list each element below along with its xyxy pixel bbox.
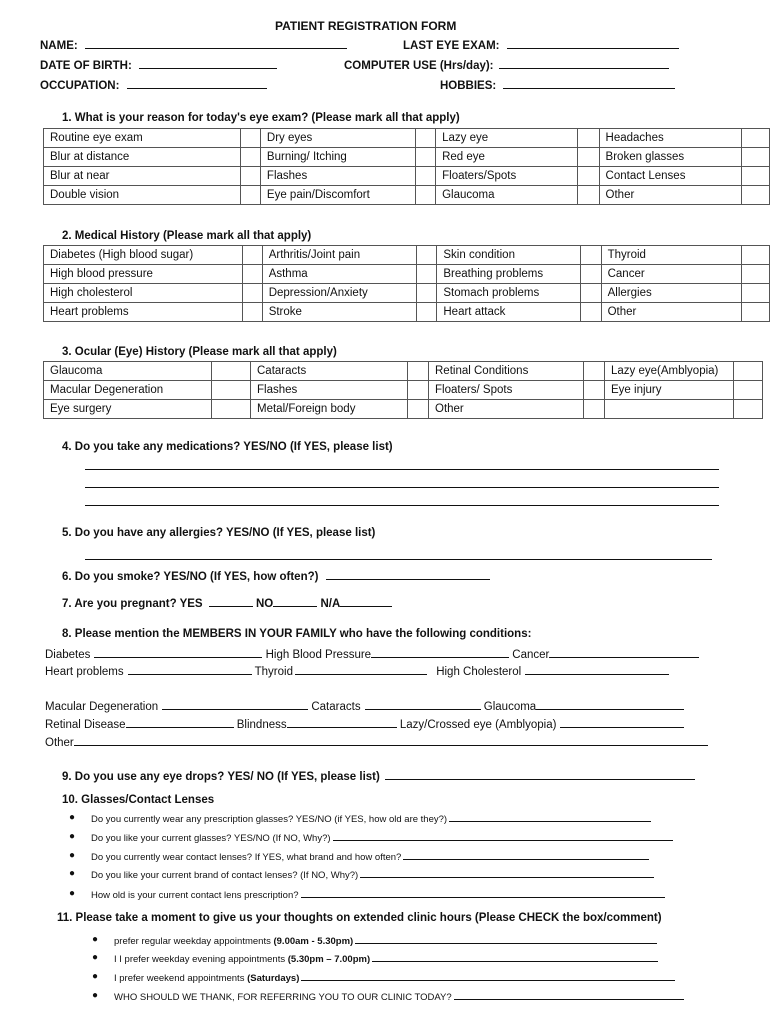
checkbox[interactable]: [415, 167, 435, 186]
q11-item-1: [92, 934, 657, 947]
q10-item-1-text: Do you currently wear any prescription glasses? YES/NO (if YES, how old are they?): [91, 814, 448, 825]
q8-cancer-label: Cancer: [512, 649, 550, 661]
condition-label: Burning/ Itching: [260, 148, 415, 167]
checkbox[interactable]: [212, 400, 251, 419]
q7-no-line[interactable]: [273, 595, 317, 607]
condition-label: Eye injury: [605, 381, 734, 400]
condition-label: Lazy eye(Amblyopia): [605, 362, 734, 381]
condition-label: Lazy eye: [436, 129, 578, 148]
q8-cancer-line[interactable]: [549, 646, 699, 658]
condition-label: Retinal Conditions: [429, 362, 584, 381]
q10-item-2: [69, 831, 673, 844]
checkbox[interactable]: [242, 246, 262, 265]
q10-item-3-text: Do you currently wear contact lenses? If YES, what brand and how often?: [91, 852, 402, 863]
condition-label: Eye surgery: [44, 400, 212, 419]
computer-use-input-line[interactable]: [499, 57, 669, 69]
q11-item-4-text: WHO SHOULD WE THANK, FOR REFERRING YOU TO OUR CLINIC TODAY?: [114, 992, 452, 1003]
q8-row-3: [45, 698, 684, 713]
table-row: [44, 362, 763, 381]
q8-blindness-line[interactable]: [287, 716, 397, 728]
condition-label: Flashes: [260, 167, 415, 186]
checkbox[interactable]: [742, 284, 770, 303]
condition-label: Contact Lenses: [599, 167, 742, 186]
checkbox[interactable]: [580, 303, 601, 322]
q6-row: [62, 568, 490, 583]
condition-label: Heart attack: [437, 303, 580, 322]
name-label: NAME:: [40, 40, 78, 52]
condition-label: Depression/Anxiety: [262, 284, 417, 303]
q8-row-2: [45, 663, 669, 678]
q8-macular-line[interactable]: [162, 698, 308, 710]
q8-row-1: [45, 646, 699, 661]
last-eye-exam-row: [403, 37, 679, 52]
condition-label: Thyroid: [601, 246, 742, 265]
q4-answer-line-3[interactable]: [85, 494, 719, 506]
q7-yes-line[interactable]: [209, 595, 253, 607]
condition-label: Macular Degeneration: [44, 381, 212, 400]
q11-item-1-line[interactable]: [355, 934, 657, 944]
condition-label: Other: [601, 303, 742, 322]
q11-item-1-text: prefer regular weekday appointments: [114, 936, 274, 947]
checkbox[interactable]: [734, 381, 763, 400]
q8-glaucoma-line[interactable]: [536, 698, 684, 710]
table-row: [44, 148, 770, 167]
condition-label: Floaters/Spots: [436, 167, 578, 186]
condition-label: Breathing problems: [437, 265, 580, 284]
q10-heading: 10. Glasses/Contact Lenses: [62, 794, 215, 806]
table-row: [44, 303, 770, 322]
checkbox[interactable]: [742, 167, 770, 186]
last-eye-exam-label: LAST EYE EXAM:: [403, 40, 500, 52]
q4-answer-line-1[interactable]: [85, 458, 719, 470]
q8-row-4: [45, 716, 684, 731]
q5-heading: 5. Do you have any allergies? YES/NO (If YES, please list): [62, 527, 376, 539]
condition-label: Blur at near: [44, 167, 241, 186]
q10-item-1-line[interactable]: [449, 812, 651, 822]
q8-lazy-line[interactable]: [560, 716, 684, 728]
condition-label: Other: [429, 400, 584, 419]
table-row: [44, 246, 770, 265]
checkbox[interactable]: [212, 381, 251, 400]
checkbox[interactable]: [580, 265, 601, 284]
occupation-row: [40, 77, 267, 92]
bullet-icon: ●: [92, 971, 99, 982]
q11-item-3-line[interactable]: [301, 971, 675, 981]
condition-label: Heart problems: [44, 303, 243, 322]
q8-cholesterol-line[interactable]: [525, 663, 669, 675]
q4-heading: 4. Do you take any medications? YES/NO (If YES, please list): [62, 441, 393, 453]
q6-answer-line[interactable]: [326, 568, 490, 580]
condition-label: Headaches: [599, 129, 742, 148]
bullet-icon: ●: [92, 952, 99, 963]
condition-label: Cancer: [601, 265, 742, 284]
q8-retinal-label: Retinal Disease: [45, 719, 126, 731]
q11-item-1-hours: (9.00am - 5.30pm): [273, 936, 354, 947]
checkbox[interactable]: [734, 362, 763, 381]
checkbox[interactable]: [415, 148, 435, 167]
condition-label: Flashes: [251, 381, 408, 400]
q8-retinal-line[interactable]: [126, 716, 234, 728]
checkbox[interactable]: [415, 186, 435, 205]
table-row: [44, 381, 763, 400]
q8-cataracts-line[interactable]: [365, 698, 481, 710]
checkbox[interactable]: [578, 148, 599, 167]
bullet-icon: ●: [69, 831, 76, 842]
checkbox[interactable]: [584, 400, 605, 419]
q8-heart-line[interactable]: [128, 663, 252, 675]
q11-item-2: [92, 952, 658, 965]
q10-item-3: [69, 850, 649, 863]
checkbox[interactable]: [742, 246, 770, 265]
q11-item-4-line[interactable]: [454, 990, 684, 1000]
q8-diabetes-line[interactable]: [94, 646, 262, 658]
condition-label: Dry eyes: [260, 129, 415, 148]
checkbox[interactable]: [408, 400, 429, 419]
checkbox[interactable]: [742, 129, 770, 148]
checkbox[interactable]: [742, 265, 770, 284]
table-row: [44, 129, 770, 148]
q9-row: [62, 768, 695, 783]
checkbox[interactable]: [580, 284, 601, 303]
q7-row: [62, 595, 392, 610]
q11-item-4: [92, 990, 684, 1003]
q11-item-3-text: I prefer weekend appointments: [114, 973, 248, 984]
q8-lazy-label: Lazy/Crossed eye (Amblyopia): [399, 719, 557, 731]
q8-macular-label: Macular Degeneration: [45, 701, 159, 713]
computer-use-label: COMPUTER USE (Hrs/day):: [344, 60, 494, 72]
q11-item-3: [92, 971, 675, 984]
q10-item-5-text: How old is your current contact lens prescription?: [91, 890, 299, 901]
checkbox[interactable]: [240, 167, 260, 186]
q10-item-4: [69, 868, 654, 881]
checkbox[interactable]: [417, 265, 437, 284]
q8-blindness-label: Blindness: [236, 719, 287, 731]
condition-label: Diabetes (High blood sugar): [44, 246, 243, 265]
table-row: [44, 186, 770, 205]
page-title: PATIENT REGISTRATION FORM: [275, 19, 457, 33]
q7-no-label: NO: [256, 598, 274, 610]
bullet-icon: ●: [69, 850, 76, 861]
condition-label: Stomach problems: [437, 284, 580, 303]
condition-label: High cholesterol: [44, 284, 243, 303]
q7-na-line[interactable]: [340, 595, 392, 607]
q3-heading: 3. Ocular (Eye) History (Please mark all that apply): [62, 346, 337, 358]
q10-item-1: [69, 812, 651, 825]
condition-label: Asthma: [262, 265, 417, 284]
hobbies-input-line[interactable]: [503, 77, 675, 89]
q8-other-label: Other: [45, 737, 74, 749]
q1-heading: 1. What is your reason for today's eye exam? (Please mark all that apply): [62, 112, 460, 124]
condition-label: Skin condition: [437, 246, 580, 265]
q11-item-2-text: I I prefer weekday evening appointments: [114, 954, 288, 965]
condition-label: Allergies: [601, 284, 742, 303]
checkbox[interactable]: [578, 129, 599, 148]
name-field-row: [40, 37, 347, 52]
q11-item-3-hours: (Saturdays): [247, 973, 300, 984]
q8-heading: 8. Please mention the MEMBERS IN YOUR FAMILY who have the following conditions:: [62, 628, 532, 640]
q8-cataracts-label: Cataracts: [311, 701, 361, 713]
q7-na-label: N/A: [320, 598, 341, 610]
condition-label: Routine eye exam: [44, 129, 241, 148]
condition-label: Floaters/ Spots: [429, 381, 584, 400]
q9-heading: 9. Do you use any eye drops? YES/ NO (If YES, please list): [62, 771, 380, 783]
condition-label: Arthritis/Joint pain: [262, 246, 417, 265]
q2-heading: 2. Medical History (Please mark all that apply): [62, 230, 312, 242]
checkbox[interactable]: [417, 303, 437, 322]
checkbox[interactable]: [212, 362, 251, 381]
q10-item-3-line[interactable]: [403, 850, 649, 860]
q10-item-4-text: Do you like your current brand of contact lenses? (If NO, Why?): [91, 870, 359, 881]
q8-glaucoma-label: Glaucoma: [483, 701, 537, 713]
checkbox[interactable]: [240, 148, 260, 167]
q2-table: [43, 245, 770, 322]
bullet-icon: ●: [69, 888, 76, 899]
checkbox[interactable]: [242, 284, 262, 303]
q8-other-line[interactable]: [74, 734, 708, 746]
q8-thyroid-line[interactable]: [295, 663, 427, 675]
condition-label: Eye pain/Discomfort: [260, 186, 415, 205]
checkbox[interactable]: [742, 303, 770, 322]
checkbox[interactable]: [742, 148, 770, 167]
checkbox[interactable]: [578, 186, 599, 205]
condition-label: Double vision: [44, 186, 241, 205]
checkbox[interactable]: [417, 284, 437, 303]
condition-label: [605, 400, 734, 419]
checkbox[interactable]: [742, 186, 770, 205]
table-row: [44, 265, 770, 284]
q8-high-bp-line[interactable]: [371, 646, 509, 658]
checkbox[interactable]: [584, 362, 605, 381]
checkbox[interactable]: [408, 362, 429, 381]
q10-item-4-line[interactable]: [360, 868, 654, 878]
q3-table: [43, 361, 763, 419]
occupation-input-line[interactable]: [127, 77, 267, 89]
q11-item-2-line[interactable]: [372, 952, 658, 962]
q10-item-2-text: Do you like your current glasses? YES/NO (If NO, Why?): [91, 833, 331, 844]
checkbox[interactable]: [240, 129, 260, 148]
computer-use-row: [344, 57, 669, 72]
q11-item-2-hours: (5.30pm – 7.00pm): [287, 954, 371, 965]
q10-item-2-line[interactable]: [333, 831, 673, 841]
q8-cholesterol-label: High Cholesterol: [436, 666, 522, 678]
condition-label: Other: [599, 186, 742, 205]
condition-label: Cataracts: [251, 362, 408, 381]
table-row: [44, 167, 770, 186]
name-input-line[interactable]: [85, 37, 347, 49]
bullet-icon: ●: [69, 812, 76, 823]
dob-label: DATE OF BIRTH:: [40, 60, 132, 72]
q11-heading: 11. Please take a moment to give us your thoughts on extended clinic hours (Please CHECK the box/comment): [57, 912, 662, 924]
checkbox[interactable]: [580, 246, 601, 265]
condition-label: Red eye: [436, 148, 578, 167]
q9-answer-line[interactable]: [385, 768, 695, 780]
condition-label: Broken glasses: [599, 148, 742, 167]
q5-answer-line[interactable]: [85, 548, 712, 560]
checkbox[interactable]: [417, 246, 437, 265]
condition-label: Stroke: [262, 303, 417, 322]
q8-row-5: [45, 734, 708, 749]
dob-input-line[interactable]: [139, 57, 277, 69]
checkbox[interactable]: [242, 303, 262, 322]
checkbox[interactable]: [734, 400, 763, 419]
condition-label: Glaucoma: [44, 362, 212, 381]
checkbox[interactable]: [240, 186, 260, 205]
q8-thyroid-label: Thyroid: [254, 666, 293, 678]
q8-heart-label: Heart problems: [45, 666, 124, 678]
condition-label: High blood pressure: [44, 265, 243, 284]
checkbox[interactable]: [242, 265, 262, 284]
table-row: [44, 400, 763, 419]
q1-table: [43, 128, 770, 205]
bullet-icon: ●: [92, 990, 99, 1001]
condition-label: Glaucoma: [436, 186, 578, 205]
table-row: [44, 284, 770, 303]
q8-diabetes-label: Diabetes: [45, 649, 91, 661]
q6-heading: 6. Do you smoke? YES/NO (If YES, how often?): [62, 571, 319, 583]
checkbox[interactable]: [584, 381, 605, 400]
q7-heading: 7. Are you pregnant? YES: [62, 598, 203, 610]
occupation-label: OCCUPATION:: [40, 80, 120, 92]
q10-item-5-line[interactable]: [301, 888, 665, 898]
last-eye-exam-input-line[interactable]: [507, 37, 679, 49]
dob-row: [40, 57, 277, 72]
checkbox[interactable]: [415, 129, 435, 148]
hobbies-label: HOBBIES:: [440, 80, 497, 92]
q4-answer-line-2[interactable]: [85, 476, 719, 488]
bullet-icon: ●: [92, 934, 99, 945]
bullet-icon: ●: [69, 868, 76, 879]
condition-label: Blur at distance: [44, 148, 241, 167]
condition-label: Metal/Foreign body: [251, 400, 408, 419]
hobbies-row: [440, 77, 675, 92]
checkbox[interactable]: [578, 167, 599, 186]
q10-item-5: [69, 888, 665, 901]
checkbox[interactable]: [408, 381, 429, 400]
q8-high-bp-label: High Blood Pressure: [265, 649, 372, 661]
